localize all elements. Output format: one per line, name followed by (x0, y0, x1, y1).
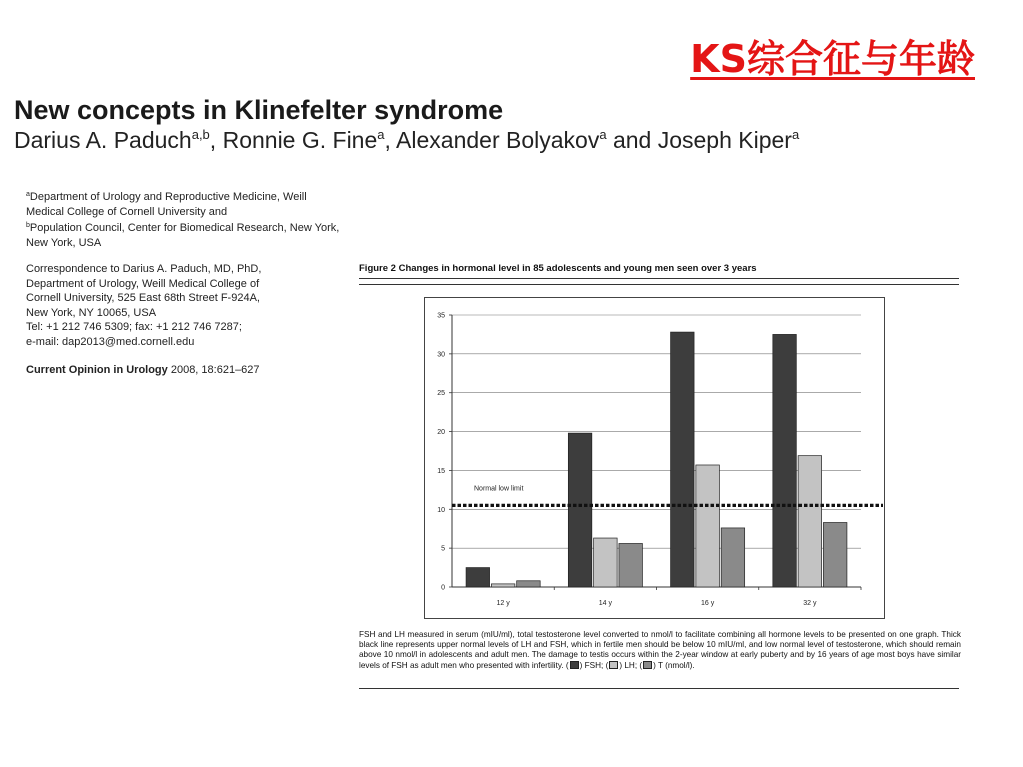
correspondence-line: Correspondence to Darius A. Paduch, MD, PhD, (26, 263, 262, 275)
legend-label: LH (624, 660, 635, 670)
paper-title: New concepts in Klinefelter syndrome (14, 95, 504, 125)
y-tick-label: 10 (437, 506, 445, 514)
y-tick-label: 35 (437, 312, 445, 320)
author-separator: and (606, 127, 658, 153)
bar-t-16y (721, 528, 745, 587)
correspondence (26, 262, 346, 349)
author-separator: , (384, 127, 397, 153)
y-tick-label: 30 (437, 351, 445, 359)
author-name: Alexander Bolyakov (396, 127, 600, 153)
author-separator: , (209, 127, 223, 153)
bar-chart (425, 298, 886, 620)
author-affiliation-mark: a (599, 127, 607, 142)
bar-lh-14y (594, 538, 618, 587)
affiliation-mark: b (26, 222, 30, 229)
normal-low-limit-label: Normal low limit (474, 485, 524, 493)
affiliation-text: Population Council, Center for Biomedical Research, New York, New York, USA (26, 222, 340, 249)
author-name: Joseph Kiper (657, 127, 792, 153)
bar-lh-16y (696, 465, 720, 587)
author-name: Darius A. Paduch (14, 127, 192, 153)
correspondence-line: New York, NY 10065, USA (26, 306, 157, 319)
journal-name: Current Opinion in Urology (26, 364, 168, 376)
author-list (14, 127, 799, 154)
bar-t-14y (619, 543, 643, 587)
y-tick-label: 15 (437, 467, 445, 475)
affiliation-mark: a (26, 191, 30, 198)
figure-bottom-rule (359, 688, 959, 689)
legend-swatch (643, 661, 652, 669)
bar-fsh-16y (671, 332, 695, 587)
bar-lh-12y (491, 584, 515, 587)
y-tick-label: 5 (441, 545, 445, 553)
y-tick-label: 0 (441, 584, 445, 592)
y-tick-label: 20 (437, 429, 445, 437)
affiliations (26, 188, 346, 250)
bar-fsh-12y (466, 568, 490, 587)
affiliation-line (26, 219, 346, 250)
figure-top-rule (359, 278, 959, 279)
affiliation-text: Department of Urology and Reproductive Medicine, Weill Medical College of Cornell University and (26, 191, 307, 218)
caption-text: FSH and LH measured in serum (mIU/ml), total testosterone level converted to nmol/l to facilitate combining all hormone levels to be presented on one graph. Thick black line represents upper normal levels of LH and FSH, which in fertile men should be below 10 mIU/ml, and low normal level of testosterone, which should remain above 10 nmol/l in adolescents and adult men. The damage to testis occurs within the 2-year window at early puberty and by 16 years of age most boys have similar levels of FSH as adult men who presented with infertility. (359, 630, 961, 670)
bar-fsh-14y (568, 433, 592, 587)
figure-heading: Figure 2 Changes in hormonal level in 85 adolescents and young men seen over 3 years (359, 263, 757, 274)
figure-caption (359, 630, 961, 671)
bar-t-32y (823, 522, 847, 587)
affiliation-line (26, 188, 346, 219)
correspondence-line: Tel: +1 212 746 5309; fax: +1 212 746 7287; (26, 321, 242, 333)
bar-t-12y (517, 581, 541, 587)
x-tick-label: 14 y (598, 600, 612, 607)
x-tick-label: 16 y (701, 600, 715, 607)
x-tick-label: 12 y (496, 600, 510, 607)
bar-lh-32y (798, 456, 822, 587)
author-affiliation-mark: a (377, 127, 385, 142)
citation (26, 364, 356, 376)
citation-details: 2008, 18:621–627 (167, 364, 260, 376)
author-name: Ronnie G. Fine (222, 127, 378, 153)
author-affiliation-mark: a (791, 127, 800, 142)
correspondence-line: e-mail: dap2013@med.cornell.edu (26, 335, 195, 348)
correspondence-line: Department of Urology, Weill Medical College of (26, 277, 260, 290)
slide-title: KS综合征与年龄 (690, 37, 975, 81)
legend-swatch (570, 661, 579, 669)
legend-label: FSH (584, 660, 602, 670)
y-tick-label: 25 (437, 390, 445, 398)
legend-label: T (nmol/l) (657, 660, 693, 670)
correspondence-line: Cornell University, 525 East 68th Street F-924A, (26, 292, 260, 304)
chart-frame (424, 297, 885, 619)
figure-second-rule (359, 284, 959, 285)
x-tick-label: 32 y (803, 600, 817, 607)
bar-fsh-32y (773, 334, 797, 587)
legend-swatch (609, 661, 618, 669)
caption-legend: ( ) FSH; ( ) LH; ( ) T (nmol/l). (565, 660, 695, 670)
author-affiliation-mark: a,b (191, 127, 210, 142)
